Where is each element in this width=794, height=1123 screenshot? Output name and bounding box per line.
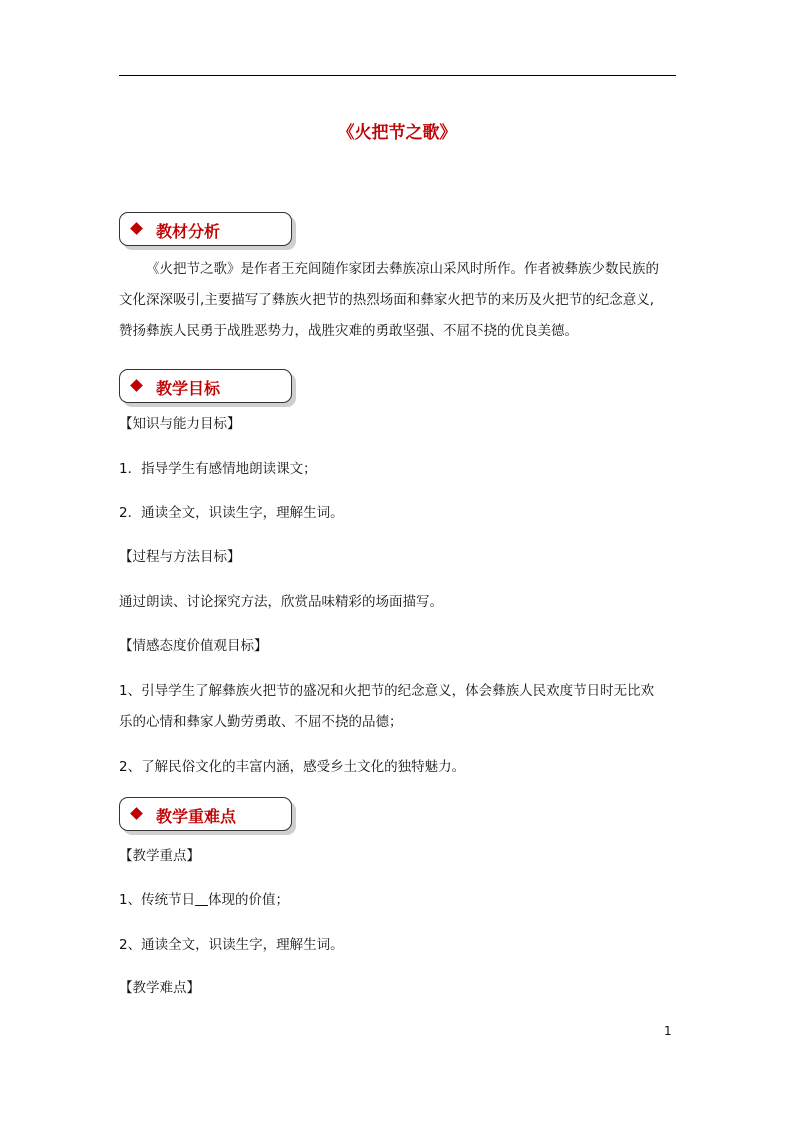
focus-item-1 (119, 888, 289, 908)
emotion-item-1-line-2: 乐的心情和彝家人勤劳勇敢、不屈不挠的品德； (119, 714, 403, 730)
knowledge-item-2: 2．通读全文，识读生字，理解生词。 (119, 505, 344, 521)
analysis-line-2: 文化深深吸引,主要描写了彝族火把节的热烈场面和彝家火把节的来历及火把节的纪念意义, (119, 292, 655, 308)
page-number: 1 (664, 1024, 672, 1038)
focus-item-1-blank (195, 892, 208, 908)
section-heading-analysis (119, 212, 292, 246)
analysis-paragraph (119, 254, 679, 347)
analysis-line-1: 《火把节之歌》是作者王充闾随作家团去彝族凉山采风时所作。作者被彝族少数民族的 (146, 261, 659, 277)
section-heading-objectives (119, 369, 292, 403)
knowledge-label: 【知识与能力目标】 (119, 416, 241, 432)
knowledge-item-1: 1．指导学生有感情地朗读课文； (119, 461, 317, 477)
section-heading-key-points (119, 797, 292, 831)
section-heading-label: 教学重难点 (156, 807, 237, 826)
section-heading-label: 教材分析 (156, 222, 221, 241)
focus-item-1-start: 1、传统节日 (119, 892, 196, 908)
section-heading-label: 教学目标 (156, 379, 221, 398)
difficulty-label: 【教学难点】 (119, 980, 200, 996)
header-rule (119, 75, 676, 76)
analysis-line-3: 赞扬彝族人民勇于战胜恶势力，战胜灾难的勇敢坚强、不屈不挠的优良美德。 (119, 323, 578, 339)
process-text: 通过朗读、讨论探究方法，欣赏品味精彩的场面描写。 (119, 594, 443, 610)
emotion-label: 【情感态度价值观目标】 (119, 638, 268, 654)
emotion-item-1-line-1: 1、引导学生了解彝族火把节的盛况和火把节的纪念意义，体会彝族人民欢度节日时无比欢 (119, 683, 655, 699)
focus-label: 【教学重点】 (119, 848, 200, 864)
document-title: 《火把节之歌》 (337, 123, 457, 143)
diamond-bullet-icon (130, 222, 143, 235)
focus-item-1-end: 体现的价值； (207, 892, 289, 908)
diamond-bullet-icon (130, 807, 143, 820)
diamond-bullet-icon (130, 379, 143, 392)
process-label: 【过程与方法目标】 (119, 549, 241, 565)
focus-item-2: 2、通读全文，识读生字，理解生词。 (119, 937, 344, 953)
emotion-item-2: 2、了解民俗文化的丰富内涵，感受乡土文化的独特魅力。 (119, 759, 466, 775)
